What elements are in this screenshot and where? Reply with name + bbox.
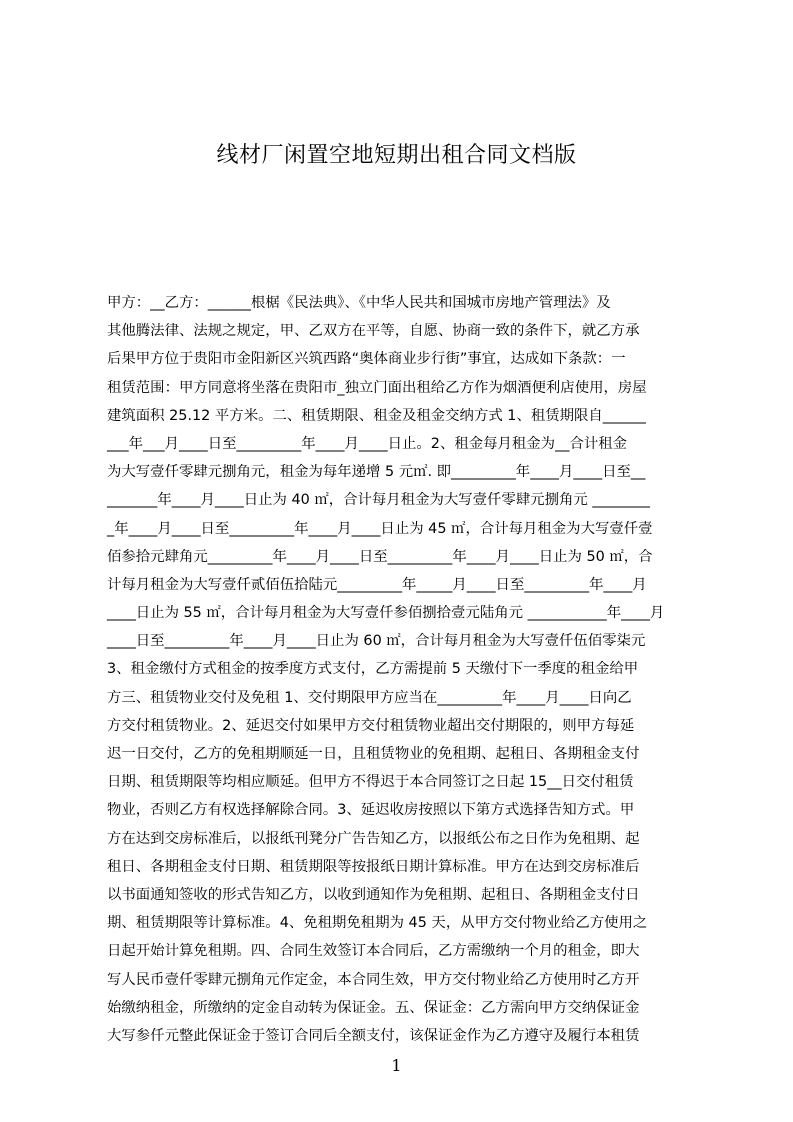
body-line-13: ____日至_________年____月____日止为 60 ㎡，合计每月租金为大写壹仟伍佰零柒元 xyxy=(107,633,646,650)
body-line-16: 方交付租赁物业。2、延迟交付如果甲方交付租赁物业超出交付期限的，则甲方每延 xyxy=(107,717,635,734)
body-line-1: 甲方：__乙方：______根椐《民法典》、《中华人民共和国城市房地产管理法》及 xyxy=(107,295,611,311)
body-line-15: 方三、租赁物业交付及免租 1、交付期限甲方应当在_________年____月____日向乙 xyxy=(107,689,632,706)
body-line-10: 佰参拾元肆角元_________年____月____日至_________年____月____日止为 50 ㎡，合 xyxy=(107,548,653,565)
body-line-2: 其他腾法律、法规之规定，甲、乙双方在平等，自愿、协商一致的条件下，就乙方承 xyxy=(107,323,640,340)
body-line-12: ____日止为 55 ㎡，合计每月租金为大写壹仟参佰捌拾壹元陆角元 ___________年____月 xyxy=(107,605,665,622)
body-line-24: 日起开始计算免租期。四、合同生效签订本合同后，乙方需缴纳一个月的租金，即大 xyxy=(107,943,640,960)
contract-body xyxy=(107,289,697,1044)
page-number: 1 xyxy=(391,1056,402,1075)
body-line-11: 计每月租金为大写壹仟贰佰伍拾陆元_________年_____月____日至_________年____月 xyxy=(107,576,647,593)
body-line-21: 租日、各期租金支付日期、租赁期限等按报纸日期计算标准。甲方在达到交房标准后 xyxy=(107,858,640,875)
body-line-22: 以书面通知签收的形式告知乙方，以收到通知作为免租期、起租日、各期租金支付日 xyxy=(107,886,640,903)
body-line-17: 迟一日交付，乙方的免租期顺延一日，且租赁物业的免租期、起租日、各期租金支付 xyxy=(107,746,640,762)
body-line-26: 始缴纳租金，所缴纳的定金自动转为保证金。五、保证金：乙方需向甲方交纳保证金 xyxy=(107,999,640,1016)
body-line-7: 为大写壹仟零肆元捌角元，租金为每年递增 5 元㎡. 即_________年____月____日至__ xyxy=(107,464,646,481)
document-title: 线材厂闲置空地短期出租合同文档版 xyxy=(216,143,577,168)
body-line-19: 物业，否则乙方有权选择解除合同。3、延迟收房按照以下第方式选择告知方式。甲 xyxy=(107,802,635,819)
body-line-25: 写人民币壹仟零肆元捌角元作定金，本合同生效，甲方交付物业给乙方使用时乙方开 xyxy=(107,971,640,988)
body-line-4: 租赁范围：甲方同意将坐落在贵阳市_独立门面出租给乙方作为烟酒便利店使用，房屋 xyxy=(107,379,647,396)
body-line-9: _年____月____日至_________年____月____日止为 45 ㎡，合计每月租金为大写壹仟壹 xyxy=(107,520,653,537)
body-line-5: 建筑面积 25.12 平方米。二、租赁期限、租金及租金交纳方式 1、租赁期限自______ xyxy=(107,407,646,424)
body-line-27: 大写参仟元整此保证金于签订合同后全额支付，该保证金作为乙方遵守及履行本租赁 xyxy=(107,1027,640,1044)
body-line-14: 3、租金缴付方式租金的按季度方式支付，乙方需提前 5 天缴付下一季度的租金给甲 xyxy=(107,661,639,678)
body-line-23: 期、租赁期限等计算标准。4、免租期免租期为 45 天，从甲方交付物业给乙方使用之 xyxy=(107,915,648,932)
body-line-18: 日期、租赁期限等均相应顺延。但甲方不得迟于本合同签订之日起 15__日交付租赁 xyxy=(107,774,634,791)
body-line-8: _______年____月____日止为 40 ㎡，合计每月租金为大写壹仟零肆元捌角元 ________ xyxy=(107,492,650,509)
body-line-6: ___年___月____日至_________年____月____日止。2、租金每月租金为__合计租金 xyxy=(107,435,628,452)
body-line-3: 后果甲方位于贵阳市金阳新区兴筑西路“奥体商业步行街”事宜，达成如下条款：一 xyxy=(107,351,626,368)
body-line-20: 方在达到交房标准后，以报纸刊凳分广告告知乙方，以报纸公布之日作为免租期、起 xyxy=(107,830,640,847)
